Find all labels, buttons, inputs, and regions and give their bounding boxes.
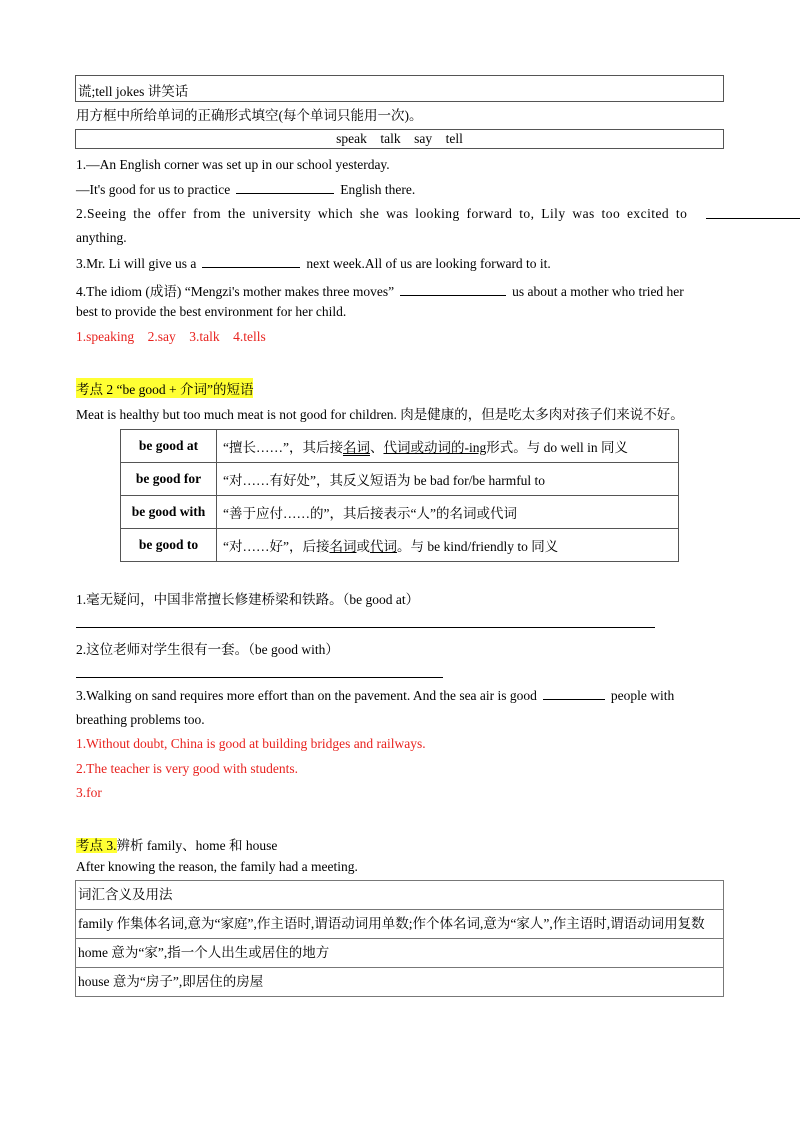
meaning-text: 、 bbox=[369, 440, 384, 455]
underlined-term: 名词 bbox=[342, 440, 370, 455]
ex1-q3 bbox=[76, 255, 551, 272]
section2-q1: 1.毫无疑问，中国非常擅长修建桥梁和铁路。（be good at） bbox=[76, 592, 420, 607]
phrase-cell: be good at bbox=[121, 430, 217, 463]
table-cell: 词汇含义及用法 bbox=[76, 881, 724, 910]
section2-q3-post: people with bbox=[610, 688, 675, 703]
section3-heading-text: 辨析 family、home 和 house bbox=[116, 838, 278, 853]
meaning-cell bbox=[217, 529, 679, 562]
section2-answer1: 1.Without doubt, China is good at building bridges and railways. bbox=[76, 736, 426, 751]
meaning-text: “擅长……”，其后接 bbox=[223, 440, 343, 455]
table-cell: home 意为“家”,指一个人出生或居住的地方 bbox=[76, 939, 724, 968]
section2-example: Meat is healthy but too much meat is not good for children. 肉是健康的，但是吃太多肉对孩子们来说不好。 bbox=[76, 407, 684, 422]
ex1-q4-cont: best to provide the best environment for her child. bbox=[76, 304, 347, 319]
table-row bbox=[121, 430, 679, 463]
underlined-term: 名词 bbox=[329, 539, 357, 554]
meaning-text: 或 bbox=[356, 539, 370, 554]
answer-line[interactable] bbox=[76, 627, 655, 628]
ex1-q1b-pre: —It's good for us to practice bbox=[76, 182, 231, 197]
table-row bbox=[76, 881, 724, 910]
meaning-cell: “对……有好处”，其反义短语为 be bad for/be harmful to bbox=[217, 463, 679, 496]
answer-blank[interactable] bbox=[400, 283, 506, 296]
meaning-text: 。与 be kind/friendly to 同义 bbox=[396, 539, 559, 554]
table-row bbox=[121, 529, 679, 562]
ex1-q2-pre: 2.Seeing the offer from the university which she was looking forward to, Lily was too excited to bbox=[76, 206, 688, 221]
meaning-cell bbox=[217, 430, 679, 463]
ex1-q1b-post: English there. bbox=[340, 182, 416, 197]
ex1-answers: 1.speaking 2.say 3.talk 4.tells bbox=[76, 329, 266, 344]
table-row bbox=[121, 463, 679, 496]
ex1-q4-pre: 4.The idiom (成语) “Mengzi's mother makes three moves” bbox=[76, 284, 395, 299]
top-box-text: 谎;tell jokes 讲笑话 bbox=[78, 84, 189, 99]
table-row bbox=[76, 910, 724, 939]
phrase-cell: be good to bbox=[121, 529, 217, 562]
answer-blank[interactable] bbox=[706, 206, 800, 219]
section3-heading-highlight: 考点 3. bbox=[76, 838, 117, 853]
answer-blank[interactable] bbox=[202, 255, 300, 268]
section3-example: After knowing the reason, the family had a meeting. bbox=[76, 859, 358, 874]
meaning-cell: “善于应付……的”，其后接表示“人”的名词或代词 bbox=[217, 496, 679, 529]
section2-q2: 2.这位老师对学生很有一套。（be good with） bbox=[76, 642, 339, 657]
ex1-q1a: 1.—An English corner was set up in our school yesterday. bbox=[76, 157, 390, 172]
meaning-text: “对……好”，后接 bbox=[223, 539, 330, 554]
ex1-q4-post: us about a mother who tried her bbox=[512, 284, 684, 299]
section2-q3-cont: breathing problems too. bbox=[76, 712, 205, 727]
instruction: 用方框中所给单词的正确形式填空(每个单词只能用一次)。 bbox=[76, 108, 423, 123]
section2-answer2: 2.The teacher is very good with students. bbox=[76, 761, 298, 776]
table-cell: family 作集体名词,意为“家庭”,作主语时,谓语动词用单数;作个体名词,意为“家人”,作主语时,谓语动词用复数 bbox=[76, 910, 724, 939]
ex1-q2 bbox=[76, 206, 687, 222]
section2-q3 bbox=[76, 687, 674, 704]
section2-heading: 考点 2 “be good + 介词”的短语 bbox=[76, 378, 253, 398]
table-row bbox=[76, 939, 724, 968]
meaning-text: 形式。与 do well in 同义 bbox=[486, 440, 628, 455]
be-good-table bbox=[120, 429, 679, 562]
ex1-q2-cont: anything. bbox=[76, 230, 127, 245]
answer-blank[interactable] bbox=[236, 181, 334, 194]
answer-line[interactable] bbox=[76, 677, 443, 678]
family-home-house-table bbox=[75, 880, 724, 997]
answer-blank[interactable] bbox=[543, 687, 605, 700]
ex1-q4 bbox=[76, 280, 684, 300]
section2-q3-pre: 3.Walking on sand requires more effort than on the pavement. And the sea air is good bbox=[76, 688, 537, 703]
phrase-cell: be good for bbox=[121, 463, 217, 496]
ex1-q3-post: next week.All of us are looking forward to it. bbox=[306, 256, 551, 271]
underlined-term: 代词 bbox=[369, 539, 397, 554]
phrase-cell: be good with bbox=[121, 496, 217, 529]
word-bank bbox=[75, 129, 724, 149]
underlined-term: 代词或动词的-ing bbox=[383, 440, 487, 455]
section2-answer3: 3.for bbox=[76, 785, 102, 800]
table-cell: house 意为“房子”,即居住的房屋 bbox=[76, 968, 724, 997]
top-box bbox=[75, 75, 724, 102]
table-row bbox=[76, 968, 724, 997]
word-bank-text: speak talk say tell bbox=[336, 131, 463, 146]
ex1-q3-pre: 3.Mr. Li will give us a bbox=[76, 256, 197, 271]
section3-heading bbox=[76, 834, 277, 854]
table-row bbox=[121, 496, 679, 529]
ex1-q1b bbox=[76, 181, 415, 198]
